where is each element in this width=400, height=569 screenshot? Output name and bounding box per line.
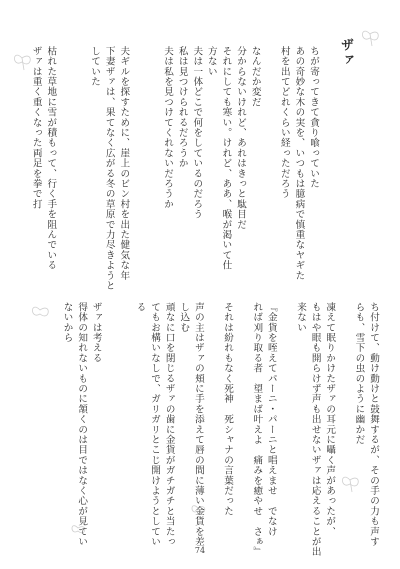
text-line: それにしても寒い。けれど、ああ、喉が渇いて仕 [220,46,232,271]
text-line [103,302,118,542]
text-line [72,46,87,296]
text-line: れば刈り取る者 望まば叶えよ 痛みを癒やせ さぁ』 [251,302,263,557]
text-line: ないから [61,302,73,343]
text-line: し込む [178,302,190,333]
text-line: 方ない [205,46,217,77]
text-line [278,302,293,542]
text-line [205,302,220,542]
text-line: ザァは考える [90,302,102,364]
text-line: ち付けて、動け動けと鼓舞するが、その手の力も声す [368,302,379,547]
text-line: 来ない [295,302,307,333]
text-line: あの奇妙な木の実を、いつもは臆病で慎重なヤギた [293,46,305,281]
text-line: 声の主はザァの頬に手を添えて唇の間に薄い金貨を差 [192,302,204,547]
text-line [117,302,132,542]
text-line: なんだか変だ [249,46,261,108]
text-line: 私は見つけられるだろうか [176,46,188,169]
text-line: ザァは重く重くなった両足を拳で打 [30,46,42,210]
text-line: 頑なに口を閉じるザァの歯に金貨がガチガチと当たっ [163,302,175,547]
text-line: 夫ギルを探すために、崖上のビン村を出た健気な年 [118,46,130,281]
text-line: 分からないけれど、あれはきっと駄目だ [235,46,247,230]
text-line: 『金貨を咥えてパーニ・パーニと唱えませ でなけ [265,302,277,537]
text-line: ちが寄ってきて貪り喰っていた [308,46,319,189]
text-line: 夫は私を見つけてくれないだろうか [162,46,174,210]
text-line [336,302,351,542]
text-line: らも、雪下の虫のように幽かだ [353,302,365,445]
page-title: ザァ [338,38,353,68]
text-line: 枯れた草地に雪が積もって、行く手を阻んでいる [45,46,57,271]
page-number: 74 [194,546,206,555]
upper-text-block [28,46,320,296]
text-line: もはや眼も開らけず声も出せないザァは応えることが出 [309,302,321,557]
text-line: 夫は一体どこで何をしているのだろう [191,46,203,220]
text-line: それは紛れもなく死神 死シャナの言葉だった [222,302,234,517]
text-line: てもお構いなしで、ガリガリとこじ開けようとしてい [149,302,161,547]
text-line [234,302,249,542]
text-line: 下妻ザァは、果てなく広がる冬の草原で力尽きようと [103,46,115,291]
text-line [262,46,277,296]
text-line [57,46,72,296]
text-line: していた [89,46,101,87]
text-line: る [134,302,146,313]
text-line [130,46,145,296]
text-line: 得体の知れないものに頷くのは目ではなく心が見てい [76,302,88,547]
text-line: 凍えて眠りかけたザァの耳元に囁く声があったが、 [324,302,336,537]
text-line: 村を出てどれくらい経っただろう [278,46,290,199]
text-line [145,46,160,296]
